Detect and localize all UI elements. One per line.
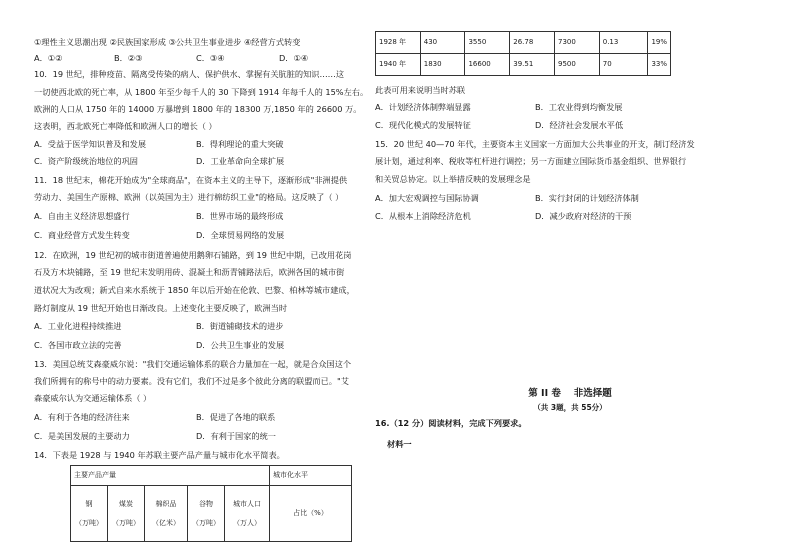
q11-option-a: A．自由主义经济思想盛行 xyxy=(34,211,130,221)
q10-line-4: 这表明，西北欧死亡率降低和欧洲人口的增长（ ） xyxy=(34,121,217,131)
q11-option-d: D．全球贸易网络的发展 xyxy=(196,230,285,240)
part2-title: 第 II 卷 非选择题 xyxy=(528,388,612,399)
q9-option-a: A．①② xyxy=(34,53,63,63)
q15-line-1: 15．20 世纪 40—70 年代，主要资本主义国家一方面加大公共事业的开支，制订经济发 xyxy=(375,139,695,149)
q11-option-b: B．世界市场的最终形成 xyxy=(196,211,284,221)
q12-line-3: 道状况大为改观；新式自来水系统于 1850 年以后开始在伦敦、巴黎、柏林等城市建成， xyxy=(34,285,355,295)
q15-option-c: C．从根本上消除经济危机 xyxy=(375,211,471,221)
production-table-body xyxy=(375,31,671,76)
q10-line-2: 一切使西北欧的死亡率，从 1800 年至少每千人的 30 下降到 1914 年每千人的 15%左右。 xyxy=(34,87,369,97)
q13-option-d: D．有利于国家的统一 xyxy=(196,431,276,441)
col-coal: 煤炭 （万吨） xyxy=(108,486,145,542)
q9-option-c: C．③④ xyxy=(196,53,225,63)
q15-line-2: 展计划，通过利率、税收等杠杆进行调控；另一方面建立国际货币基金组织、世界银行 xyxy=(375,156,687,166)
q10-option-c: C．资产阶级统治地位的巩固 xyxy=(34,156,138,166)
q10-line-1: 10．19 世纪，排种疫苗、隔离受传染的病人、保护供水、掌握有关肮脏的知识……这 xyxy=(34,69,345,79)
q12-line-4: 路灯制度从 19 世纪开始也日渐改良。上述变化主要反映了，欧洲当时 xyxy=(34,303,288,313)
q10-line-3: 欧洲的人口从 1750 年的 14000 万暴增到 1800 年的 18300 万,1850 年的 26600 万。 xyxy=(34,104,362,114)
q10-option-a: A．受益于医学知识普及和发展 xyxy=(34,139,147,149)
q16-stem: 16.（12 分）阅读材料，完成下列要求。 xyxy=(375,418,527,428)
q9-option-b: B．②③ xyxy=(114,53,143,63)
q15-option-a: A．加大宏观调控与国际协调 xyxy=(375,193,479,203)
q15-option-d: D．减少政府对经济的干预 xyxy=(535,211,632,221)
q12-option-c: C．各国市政立法的完善 xyxy=(34,340,122,350)
q14-option-c: C．现代化模式的发展特征 xyxy=(375,120,471,130)
q14-option-d: D．经济社会发展水平低 xyxy=(535,120,624,130)
table-row: 1940 年 1830 16600 39.51 9500 70 33% xyxy=(376,54,671,76)
q12-option-d: D．公共卫生事业的发展 xyxy=(196,340,285,350)
q14-stem: 14．下表是 1928 与 1940 年苏联主要产品产量与城市化水平简表。 xyxy=(34,450,285,460)
q9-option-d: D．①④ xyxy=(279,53,309,63)
q11-option-c: C．商业经营方式发生转变 xyxy=(34,230,130,240)
q14-option-b: B．工农业得到均衡发展 xyxy=(535,102,623,112)
q15-line-3: 和关贸总协定。以上举措反映的发展理念是 xyxy=(375,174,531,184)
q13-option-b: B．促进了各地的联系 xyxy=(196,412,276,422)
q13-option-c: C．是美国发展的主要动力 xyxy=(34,431,130,441)
col-ratio: 占比（%） xyxy=(270,486,352,542)
q15-option-b: B．实行封闭的计划经济体制 xyxy=(535,193,639,203)
header-urbanization: 城市化水平 xyxy=(270,466,352,486)
q12-option-a: A．工业化进程持续推进 xyxy=(34,321,122,331)
q12-line-2: 石及方木块铺路，至 19 世纪末发明用砖、混凝土和沥青铺路法后，欧洲各国的城市街 xyxy=(34,267,345,277)
col-urban-pop: 城市人口 （万人） xyxy=(225,486,270,542)
q14-option-a: A．计划经济体制弊端显露 xyxy=(375,102,471,112)
q10-option-d: D．工业革命向全球扩展 xyxy=(196,156,285,166)
q12-option-b: B．街道铺砌技术的进步 xyxy=(196,321,284,331)
q13-option-a: A．有利于各地的经济往来 xyxy=(34,412,130,422)
q9-statements: ①理性主义思潮出现 ②民族国家形成 ③公共卫生事业进步 ④经营方式转变 xyxy=(34,37,301,47)
q11-line-2: 劳动力、美国生产原棉、欧洲（以英国为主）进行棉纺织工业"的格局。这反映了（ ） xyxy=(34,192,344,202)
col-steel: 钢 （万吨） xyxy=(71,486,108,542)
q11-line-1: 11．18 世纪末，棉花开始成为"全球商品"，在资本主义的主导下，逐渐形成"非洲提供 xyxy=(34,175,348,185)
table-row: 1928 年 430 3550 26.78 7300 0.13 19% xyxy=(376,32,671,54)
material-1-label: 材料一 xyxy=(387,439,412,449)
production-table-header xyxy=(70,465,352,542)
q13-line-3: 森豪威尔认为交通运输体系（ ） xyxy=(34,393,152,403)
q14-question: 此表可用来说明当时苏联 xyxy=(375,85,466,95)
col-cotton: 棉织品 （亿米） xyxy=(145,486,188,542)
q13-line-2: 我们所拥有的称号中的动力要素。没有它们，我们不过是多个彼此分离的联盟而已。"艾 xyxy=(34,376,349,386)
header-product-output: 主要产品产量 xyxy=(71,466,270,486)
part2-subtitle: （共 3题，共 55分） xyxy=(533,403,607,412)
q12-line-1: 12．在欧洲，19 世纪初的城市街道普遍使用鹅卵石铺路，到 19 世纪中期，已改用花岗 xyxy=(34,250,352,260)
q10-option-b: B．得利理论的重大突破 xyxy=(196,139,284,149)
col-grain: 谷物 （万吨） xyxy=(188,486,225,542)
q13-line-1: 13．美国总统艾森豪威尔说："我们交通运输体系的联合力量加在一起，就是合众国这个 xyxy=(34,359,352,369)
